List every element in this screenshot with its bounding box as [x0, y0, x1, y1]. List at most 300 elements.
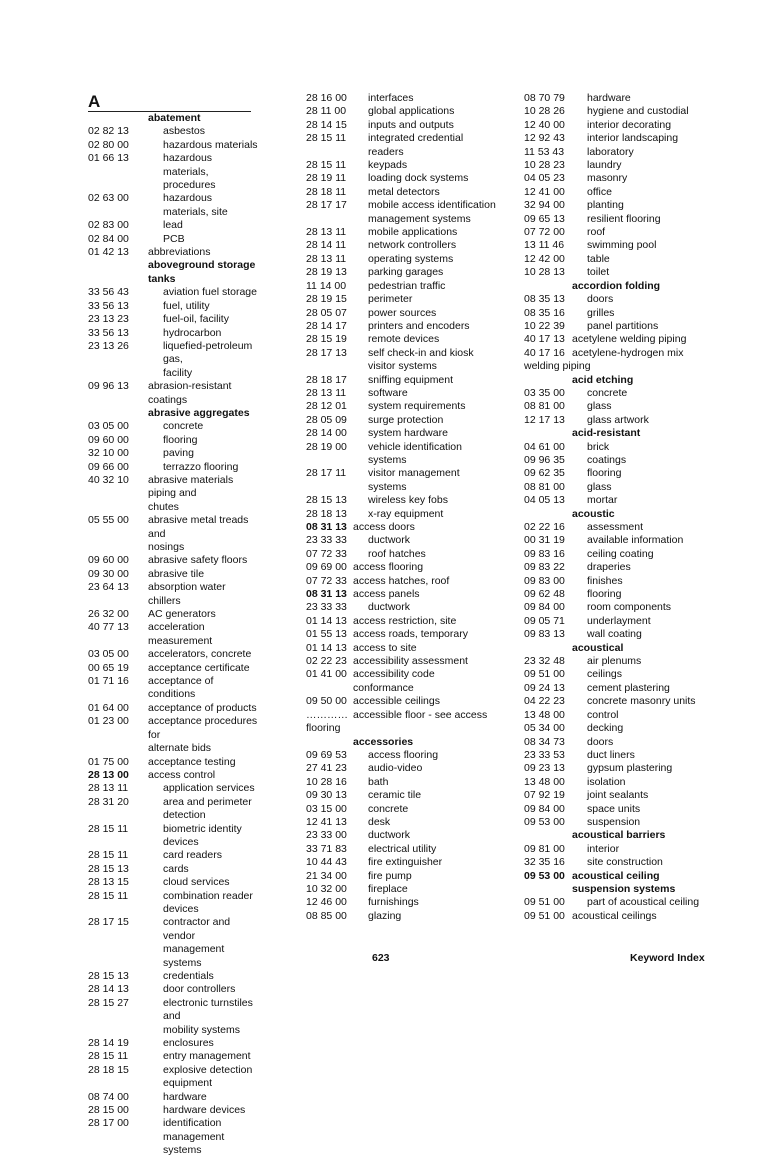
masterformat-code: 23 33 53: [524, 748, 565, 761]
index-entry: [306, 722, 502, 735]
masterformat-code: 28 14 00: [306, 427, 347, 440]
masterformat-code: 00 65 19: [88, 661, 129, 674]
masterformat-code: 02 22 16: [524, 521, 565, 533]
index-heading: [524, 883, 714, 896]
masterformat-code: 28 15 11: [306, 132, 347, 145]
index-entry: [88, 246, 258, 259]
index-entry: [88, 1037, 258, 1050]
keyword-term: access roads, temporary: [353, 628, 468, 641]
index-entry: [306, 508, 502, 521]
keyword-term: flooring: [306, 722, 341, 735]
keyword-term: mobility systems: [163, 1023, 241, 1036]
masterformat-code: [524, 280, 572, 293]
index-entry: [306, 762, 502, 775]
masterformat-code: 12 17 13: [524, 413, 565, 426]
keyword-term: access hatches, roof: [353, 574, 450, 587]
index-entry: [306, 253, 502, 266]
index-entry: [524, 722, 714, 735]
page-number: 623: [372, 952, 390, 964]
keyword-term: concrete: [368, 802, 409, 815]
index-entry: [306, 360, 502, 373]
index-entry: [88, 1024, 258, 1037]
index-column-1: [88, 92, 258, 1158]
keyword-term: accessibility assessment: [353, 655, 468, 668]
keyword-term: acoustical ceilings: [572, 909, 657, 922]
keyword-term: suspension: [587, 815, 641, 828]
keyword-term: systems: [368, 480, 407, 493]
index-entry: [306, 695, 502, 708]
masterformat-code: 07 72 33: [306, 574, 347, 587]
masterformat-code: 23 13 23: [88, 313, 129, 326]
keyword-term: part of acoustical ceiling: [587, 896, 700, 909]
keyword-term: application services: [163, 782, 255, 795]
masterformat-code: 32 94 00: [524, 199, 565, 212]
keyword-term: wireless key fobs: [368, 494, 448, 507]
index-entry: [306, 548, 502, 561]
index-entry: [306, 601, 502, 614]
index-entry: [524, 762, 714, 775]
index-entry: [524, 467, 714, 480]
keyword-term: inputs and outputs: [368, 118, 454, 131]
keyword-term: operating systems: [368, 252, 454, 265]
masterformat-code: [524, 642, 572, 655]
masterformat-code: 04 05 23: [524, 172, 565, 185]
index-entry: [88, 1050, 258, 1063]
masterformat-code: 08 81 00: [524, 480, 565, 493]
masterformat-code: 00 31 19: [524, 534, 565, 547]
keyword-term: hardware devices: [163, 1104, 246, 1117]
masterformat-code: 08 31 13: [306, 588, 347, 601]
keyword-term: space units: [587, 802, 641, 815]
masterformat-code: 28 14 13: [88, 983, 129, 996]
keyword-term: fire extinguisher: [368, 856, 443, 869]
keyword-term: metal detectors: [368, 185, 440, 198]
masterformat-code: 28 13 11: [88, 782, 129, 795]
index-entry: [306, 534, 502, 547]
index-entry: [524, 870, 714, 883]
index-entry: [88, 863, 258, 876]
keyword-term: interior decorating: [587, 118, 672, 131]
index-entry: [524, 575, 714, 588]
index-entries: [88, 112, 258, 1158]
masterformat-code: 01 14 13: [306, 614, 347, 627]
keyword-term: fuel, utility: [163, 299, 210, 312]
keyword-term: interior landscaping: [587, 132, 679, 145]
keyword-term: surge protection: [368, 413, 444, 426]
masterformat-code: 02 83 00: [88, 219, 129, 232]
masterformat-code: 09 81 00: [524, 842, 565, 855]
keyword-term: vehicle identification: [368, 440, 462, 453]
masterformat-code: 40 77 13: [88, 621, 129, 634]
index-heading: [524, 829, 714, 842]
keyword-term: absorption water chillers: [148, 581, 226, 607]
index-entry: [306, 682, 502, 695]
keyword-term: glass: [587, 400, 612, 413]
index-entry: [88, 970, 258, 983]
masterformat-code: 10 32 00: [306, 882, 347, 895]
index-entry: [88, 541, 258, 554]
index-entry: [524, 92, 714, 105]
masterformat-code: 28 18 17: [306, 373, 347, 386]
index-entry: [524, 266, 714, 279]
masterformat-code: 09 84 00: [524, 802, 565, 815]
index-entry: [524, 749, 714, 762]
index-entry: [306, 159, 502, 172]
index-entry: [88, 876, 258, 889]
keyword-term: wall coating: [587, 628, 642, 641]
masterformat-code: 23 33 00: [306, 829, 347, 842]
keyword-term: loading dock systems: [368, 172, 469, 185]
index-entry: [306, 709, 502, 722]
masterformat-code: 40 32 10: [88, 473, 129, 486]
masterformat-code: 09 23 13: [524, 762, 565, 775]
index-entry: [88, 662, 258, 675]
masterformat-code: 09 30 13: [306, 789, 347, 802]
masterformat-code: 28 05 09: [306, 413, 347, 426]
masterformat-code: [524, 883, 572, 896]
keyword-term: hazardous materials,: [163, 152, 213, 178]
masterformat-code: 13 48 00: [524, 708, 565, 721]
keyword-term: abrasive materials piping and: [148, 473, 234, 500]
keyword-term: welding piping: [524, 360, 591, 373]
index-entry: [524, 105, 714, 118]
masterformat-code: 02 80 00: [88, 138, 129, 151]
masterformat-code: 28 13 11: [306, 226, 347, 239]
index-entry: [88, 715, 258, 742]
keyword-term: audio-video: [368, 762, 423, 775]
index-entry: [88, 340, 258, 367]
masterformat-code: 28 13 11: [306, 252, 347, 265]
masterformat-code: 09 66 00: [88, 460, 129, 473]
keyword-term: available information: [587, 534, 684, 547]
index-entry: [88, 434, 258, 447]
index-entry: [306, 655, 502, 668]
masterformat-code: 33 56 13: [88, 299, 129, 312]
masterformat-code: 28 18 13: [306, 507, 347, 520]
keyword-term: abrasion-resistant coatings: [148, 380, 232, 406]
keyword-term: conformance: [353, 681, 414, 694]
index-entry: [88, 1104, 258, 1117]
keyword-term: entry management: [163, 1050, 251, 1063]
keyword-term: systems: [163, 1144, 202, 1157]
keyword-term: parking garages: [368, 266, 444, 279]
masterformat-code: 28 15 11: [88, 822, 129, 835]
keyword-term: global applications: [368, 105, 455, 118]
keyword-term: lead: [163, 219, 183, 232]
keyword-term: laboratory: [587, 145, 634, 158]
keyword-term: ceilings: [587, 668, 623, 681]
index-entry: [306, 803, 502, 816]
masterformat-code: 10 44 43: [306, 856, 347, 869]
keyword-term: software: [368, 386, 408, 399]
keyword-term: ductwork: [368, 601, 411, 614]
keyword-term: mobile access identification: [368, 199, 496, 212]
masterformat-code: 10 28 13: [524, 266, 565, 279]
keyword-term: duct liners: [587, 748, 635, 761]
index-entry: [88, 608, 258, 621]
index-entry: [306, 266, 502, 279]
index-entry: [306, 374, 502, 387]
keyword-term: detection: [163, 809, 206, 822]
masterformat-code: 08 70 79: [524, 92, 565, 104]
keyword-term: abbreviations: [148, 246, 211, 259]
masterformat-code: 08 81 00: [524, 400, 565, 413]
masterformat-code: 02 63 00: [88, 192, 129, 205]
keyword-term: paving: [163, 447, 194, 460]
index-entry: [306, 226, 502, 239]
masterformat-code: 23 33 33: [306, 601, 347, 614]
masterformat-code: [306, 736, 353, 749]
masterformat-code: 03 05 00: [88, 648, 129, 661]
masterformat-code: 10 28 16: [306, 775, 347, 788]
masterformat-code: 01 75 00: [88, 755, 129, 768]
masterformat-code: 33 56 43: [88, 286, 129, 299]
keyword-term: enclosures: [163, 1037, 214, 1050]
index-entry: [88, 823, 258, 850]
masterformat-code: …………: [306, 708, 348, 721]
masterformat-code: 01 42 13: [88, 246, 129, 259]
keyword-term: joint sealants: [587, 789, 649, 802]
keyword-term: accessible floor - see access: [353, 708, 488, 721]
index-heading: [524, 642, 714, 655]
index-entry: [306, 843, 502, 856]
keyword-term: masonry: [587, 172, 628, 185]
index-entry: [524, 494, 714, 507]
index-entry: [88, 769, 258, 782]
index-entry: [524, 615, 714, 628]
index-entry: [524, 668, 714, 681]
index-heading: [524, 427, 714, 440]
masterformat-code: 08 74 00: [88, 1090, 129, 1103]
index-entry: [306, 186, 502, 199]
index-entry: [88, 997, 258, 1024]
keyword-term: hazardous materials, site: [163, 192, 228, 218]
masterformat-code: 10 28 23: [524, 159, 565, 172]
index-entry: [306, 119, 502, 132]
keyword-term: hazardous materials: [163, 138, 258, 151]
index-entry: [306, 92, 502, 105]
index-entry: [524, 843, 714, 856]
masterformat-code: 09 83 13: [524, 628, 565, 641]
keyword-term: network controllers: [368, 239, 457, 252]
masterformat-code: 28 15 11: [306, 159, 347, 172]
masterformat-code: 03 05 00: [88, 420, 129, 433]
masterformat-code: [306, 146, 353, 159]
keyword-term: abatement: [148, 112, 201, 124]
index-heading: [88, 112, 258, 125]
index-entry: [88, 742, 258, 755]
index-entry: [306, 387, 502, 400]
masterformat-code: 28 19 13: [306, 266, 347, 279]
index-entry: [524, 454, 714, 467]
index-entry: [524, 226, 714, 239]
masterformat-code: 23 64 13: [88, 581, 129, 594]
masterformat-code: 28 13 15: [88, 876, 129, 889]
masterformat-code: 33 56 13: [88, 326, 129, 339]
masterformat-code: 02 84 00: [88, 232, 129, 245]
keyword-term: door controllers: [163, 983, 236, 996]
index-entry: [88, 286, 258, 299]
keyword-term: hardware: [163, 1090, 207, 1103]
keyword-term: interior: [587, 842, 620, 855]
index-entry: [524, 816, 714, 829]
index-entry: [88, 621, 258, 648]
index-entry: [524, 561, 714, 574]
keyword-term: power sources: [368, 306, 437, 319]
keyword-term: acetylene-hydrogen mix: [572, 346, 684, 359]
masterformat-code: 01 71 16: [88, 675, 129, 688]
masterformat-code: 01 66 13: [88, 152, 129, 165]
keyword-term: integrated credential: [368, 132, 464, 145]
masterformat-code: 04 05 13: [524, 494, 565, 507]
index-entry: [88, 702, 258, 715]
keyword-term: gypsum plastering: [587, 762, 673, 775]
index-entry: [306, 521, 502, 534]
keyword-term: hydrocarbon: [163, 326, 222, 339]
masterformat-code: 28 15 13: [88, 970, 129, 982]
keyword-term: AC generators: [148, 608, 216, 621]
masterformat-code: 02 22 23: [306, 655, 347, 668]
index-entry: [306, 239, 502, 252]
keyword-term: decking: [587, 722, 624, 735]
masterformat-code: 05 34 00: [524, 722, 565, 735]
masterformat-code: 09 51 00: [524, 909, 565, 922]
keyword-term: access restriction, site: [353, 614, 457, 627]
masterformat-code: 23 32 48: [524, 655, 565, 668]
index-entry: [88, 139, 258, 152]
masterformat-code: 26 32 00: [88, 608, 129, 621]
index-entry: [88, 179, 258, 192]
masterformat-code: 12 41 13: [306, 815, 347, 828]
keyword-term: perimeter: [368, 293, 413, 306]
masterformat-code: 09 96 13: [88, 380, 129, 393]
keyword-term: visitor systems: [368, 360, 437, 373]
masterformat-code: [306, 213, 353, 226]
masterformat-code: 28 18 11: [306, 185, 347, 198]
index-entry: [306, 280, 502, 293]
index-entry: [524, 441, 714, 454]
keyword-term: contractor and vendor: [163, 916, 231, 942]
index-entry: [88, 782, 258, 795]
index-entry: [524, 119, 714, 132]
keyword-term: underlayment: [587, 614, 651, 627]
keyword-term: accessories: [353, 735, 414, 748]
masterformat-code: [88, 259, 148, 286]
index-entry: [306, 575, 502, 588]
keyword-term: acoustical ceiling: [572, 869, 660, 882]
index-entry: [524, 655, 714, 668]
keyword-term: facility: [163, 366, 193, 379]
keyword-term: area and perimeter: [163, 795, 252, 808]
masterformat-code: [524, 427, 572, 440]
index-entry: [306, 910, 502, 923]
index-entry: [88, 461, 258, 474]
index-entry: [88, 313, 258, 326]
keyword-term: abrasive tile: [148, 567, 205, 580]
masterformat-code: 09 62 35: [524, 467, 565, 480]
index-entry: [88, 327, 258, 340]
index-entry: [524, 186, 714, 199]
masterformat-code: 28 17 00: [88, 1117, 129, 1130]
masterformat-code: [88, 943, 148, 970]
masterformat-code: [88, 501, 148, 514]
index-entry: [524, 695, 714, 708]
masterformat-code: 28 16 00: [306, 92, 347, 104]
masterformat-code: [88, 112, 148, 125]
keyword-term: cement plastering: [587, 681, 670, 694]
index-entry: [88, 675, 258, 702]
index-entry: [524, 776, 714, 789]
keyword-term: acceptance testing: [148, 755, 236, 768]
masterformat-code: 09 60 00: [88, 433, 129, 446]
index-entry: [306, 307, 502, 320]
masterformat-code: 07 72 33: [306, 547, 347, 560]
masterformat-code: 03 35 00: [524, 386, 565, 399]
keyword-term: PCB: [163, 232, 185, 245]
index-entry: [88, 890, 258, 917]
masterformat-code: 28 15 11: [88, 1050, 129, 1063]
masterformat-code: [524, 374, 572, 387]
masterformat-code: [88, 407, 148, 420]
index-entry: [524, 132, 714, 145]
masterformat-code: [306, 360, 353, 373]
index-entry: [88, 554, 258, 567]
keyword-term: access flooring: [353, 561, 424, 574]
masterformat-code: 28 15 19: [306, 333, 347, 346]
index-entry: [306, 789, 502, 802]
keyword-term: ductwork: [368, 534, 411, 547]
keyword-term: acetylene welding piping: [572, 333, 687, 346]
index-entries: [306, 92, 502, 923]
masterformat-code: 32 10 00: [88, 447, 129, 460]
masterformat-code: 32 35 16: [524, 856, 565, 869]
index-entry: [306, 333, 502, 346]
index-entry: [524, 293, 714, 306]
index-entry: [524, 387, 714, 400]
index-entry: [88, 568, 258, 581]
keyword-term: air plenums: [587, 655, 642, 668]
masterformat-code: 01 14 13: [306, 641, 347, 654]
index-heading: [88, 407, 258, 420]
keyword-term: suspension systems: [572, 882, 676, 895]
keyword-term: laundry: [587, 159, 622, 172]
keyword-term: fuel-oil, facility: [163, 313, 229, 326]
keyword-term: concrete: [163, 420, 204, 433]
index-entry: [306, 870, 502, 883]
keyword-term: flooring: [587, 467, 622, 480]
masterformat-code: 09 53 00: [524, 815, 565, 828]
index-entry: [88, 501, 258, 514]
index-entry: [524, 709, 714, 722]
index-entries: [524, 92, 714, 923]
index-entry: [306, 494, 502, 507]
masterformat-code: 05 55 00: [88, 514, 129, 527]
masterformat-code: [88, 367, 148, 380]
index-entry: [306, 642, 502, 655]
keyword-term: acid etching: [572, 373, 634, 386]
masterformat-code: 11 14 00: [306, 279, 347, 292]
index-entry: [524, 856, 714, 869]
masterformat-code: 09 96 35: [524, 453, 565, 466]
keyword-term: aviation fuel storage: [163, 286, 257, 299]
masterformat-code: 28 14 19: [88, 1037, 129, 1050]
masterformat-code: 09 51 00: [524, 896, 565, 909]
keyword-term: flooring: [163, 433, 198, 446]
masterformat-code: 27 41 23: [306, 762, 347, 775]
masterformat-code: 28 15 00: [88, 1104, 129, 1117]
index-entry: [88, 474, 258, 501]
masterformat-code: [88, 179, 148, 192]
